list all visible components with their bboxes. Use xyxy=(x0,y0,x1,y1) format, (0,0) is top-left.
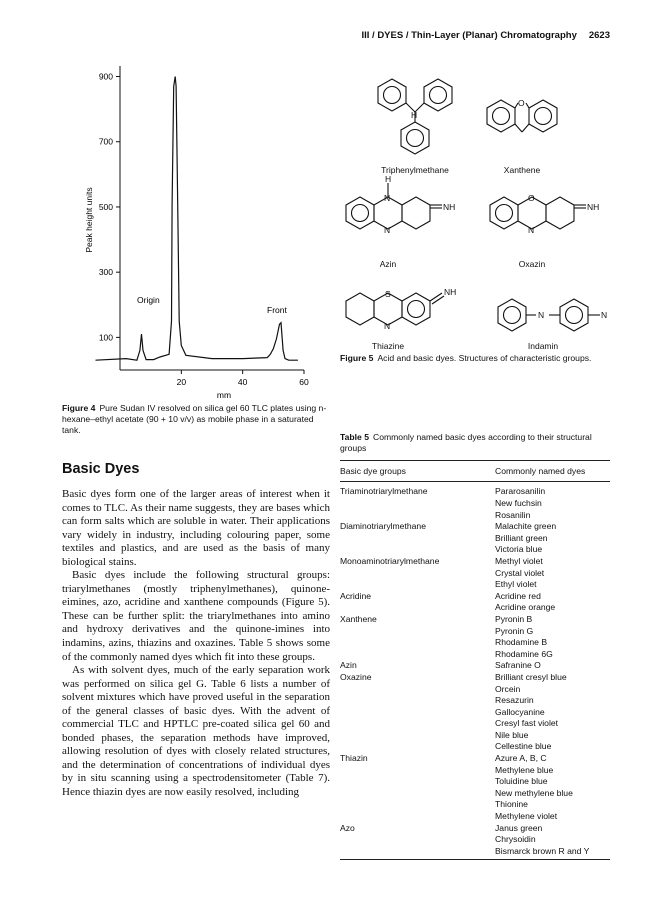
table-header-cell: Commonly named dyes xyxy=(495,466,586,477)
thiazine-atom-nh: NH xyxy=(444,287,457,297)
y-tick-label: 700 xyxy=(98,136,113,147)
dye-names-cell xyxy=(495,521,610,556)
dye-name: Pararosanilin xyxy=(495,486,546,497)
table-row xyxy=(340,672,610,753)
dye-name: Orcein xyxy=(495,683,521,694)
dye-name: Crystal violet xyxy=(495,567,545,578)
y-tick-label: 500 xyxy=(98,201,113,212)
oxazin-atom-n: N xyxy=(528,225,535,235)
table5 xyxy=(340,432,610,860)
front-annotation: Front xyxy=(267,305,287,315)
dye-name: Thionine xyxy=(495,799,528,810)
y-tick-label: 900 xyxy=(98,71,113,82)
dye-name: Methylene violet xyxy=(495,811,558,822)
dye-name: Brilliant green xyxy=(495,532,548,543)
table5-header xyxy=(340,464,610,478)
table-row xyxy=(340,660,610,672)
dye-name: Methyl violet xyxy=(495,555,543,566)
table5-label: Table 5 xyxy=(340,432,369,442)
dye-names-cell xyxy=(495,660,610,672)
dye-group-cell: Xanthene xyxy=(340,613,377,624)
table-row xyxy=(340,556,610,591)
azin-structure xyxy=(346,183,442,229)
running-header xyxy=(0,30,610,41)
dye-name: Acridine orange xyxy=(495,602,556,613)
dye-name: Toluidine blue xyxy=(495,776,548,787)
table5-body xyxy=(340,486,610,857)
dye-name: Pyronin B xyxy=(495,613,533,624)
label-triphenylmethane: Triphenylmethane xyxy=(381,165,449,175)
dye-names-cell xyxy=(495,614,610,660)
body-paragraph: As with solvent dyes, much of the early separation work was performed on silica gel G. Table 6 lists a number of solvent mixtures which have proved useful in the separation of the general classes of basic dyes. With the advent of commercial TLC and HPTLC pre-coated silica gel 60 and bonded phases, the separation methods have improved, allowing resolution of dyes with closely related structures, and the determination of concentrations of individual dyes by in situ scanning using a spectrodensitometer (Table 7). Hence thiazin dyes are now easily resolved, including xyxy=(62,664,330,799)
table5-caption xyxy=(340,432,610,454)
section-title: Basic Dyes xyxy=(62,461,140,477)
xanthene-atom-o: O xyxy=(518,98,525,108)
table-row xyxy=(340,486,610,521)
x-axis-label: mm xyxy=(216,390,232,400)
indamin-atom-n: N xyxy=(538,310,545,320)
table5-caption-text: Commonly named basic dyes according to their structural groups xyxy=(340,432,592,454)
figure4-label: Figure 4 xyxy=(62,403,96,413)
running-title: III / DYES / Thin-Layer (Planar) Chromatography xyxy=(361,30,577,41)
x-tick-label: 40 xyxy=(237,377,248,387)
label-thiazine: Thiazine xyxy=(371,341,405,351)
azin-atom-n-top: N xyxy=(384,193,391,203)
label-xanthene: Xanthene xyxy=(503,165,541,175)
azin-atom-nh: NH xyxy=(443,202,456,212)
x-tick-label: 60 xyxy=(299,377,309,387)
label-azin: Azin xyxy=(379,259,397,269)
dye-name: New fuchsin xyxy=(495,498,542,508)
dye-name: New methylene blue xyxy=(495,787,573,798)
y-tick-label: 100 xyxy=(98,332,113,343)
dye-group-cell: Diaminotriarylmethane xyxy=(340,521,426,532)
dye-name: Rosanilin xyxy=(495,509,531,520)
table-row xyxy=(340,823,610,858)
azin-atom-h: H xyxy=(385,174,392,184)
dye-name: Rhodamine 6G xyxy=(495,648,553,659)
dye-name: Gallocyanine xyxy=(495,706,545,717)
y-ticks xyxy=(99,72,120,343)
dye-name: Bismarck brown R and Y xyxy=(495,845,590,856)
dye-name: Safranine O xyxy=(495,660,541,671)
dye-group-cell: Azin xyxy=(340,660,357,671)
dye-names-cell xyxy=(495,486,610,521)
dye-name: Methylene blue xyxy=(495,764,554,775)
dye-group-cell: Acridine xyxy=(340,590,372,601)
table-rule-header xyxy=(340,481,610,482)
dye-name: Ethyl violet xyxy=(495,579,537,590)
dye-name: Cresyl fast violet xyxy=(495,718,559,729)
x-tick-label: 20 xyxy=(176,377,187,387)
dye-group-cell: Triaminotriarylmethane xyxy=(340,486,428,497)
table-rule-top xyxy=(340,460,610,461)
dye-names-cell xyxy=(495,591,610,614)
table-rule-bottom xyxy=(340,859,610,860)
thiazine-atom-n: N xyxy=(384,321,391,331)
figure5-structures xyxy=(330,55,620,355)
y-tick-label: 300 xyxy=(98,267,113,278)
dye-name: Azure A, B, C xyxy=(495,753,547,764)
chart-series-line xyxy=(96,77,298,361)
dye-name: Janus green xyxy=(495,822,543,833)
thiazine-atom-s: S xyxy=(385,289,391,299)
dye-name: Acridine red xyxy=(495,590,541,601)
figure4-caption-text: Pure Sudan IV resolved on silica gel 60 TLC plates using n-hexane–ethyl acetate (90 + 10 v/v) as mobile phase in a saturated tank. xyxy=(62,403,327,436)
origin-annotation: Origin xyxy=(137,295,160,305)
body-paragraph: Basic dyes include the following structural groups: triarylmethanes (mostly triphenylmethanes), quinone-eimines, azo, acridine and xanthene compounds (Figure 5). These can be further split: the triarylmethanes into amino and hydroxy derivatives and the quinone-imines into indamins, azins, thiazins and oxazines. Table 5 shows some of the commonly named dyes which fit into these groups. xyxy=(62,569,330,663)
y-axis-label: Peak height units xyxy=(84,187,94,253)
dye-group-cell: Monoaminotriarylmethane xyxy=(340,555,440,566)
dye-name: Chrysoidin xyxy=(495,834,536,845)
table-row xyxy=(340,753,610,823)
figure5-label: Figure 5 xyxy=(340,353,374,363)
body-text xyxy=(62,488,330,800)
oxazin-atom-o: O xyxy=(528,193,535,203)
chart-axes xyxy=(120,66,304,370)
dye-name: Pyronin G xyxy=(495,625,534,636)
table-row xyxy=(340,614,610,660)
dye-name: Victoria blue xyxy=(495,544,543,555)
dye-group-cell: Oxazine xyxy=(340,671,372,682)
thiazine-structure xyxy=(346,293,444,325)
dye-group-cell: Thiazin xyxy=(340,753,368,764)
label-oxazin: Oxazin xyxy=(518,259,546,269)
dye-name: Malachite green xyxy=(495,521,557,532)
azin-atom-n-bottom: N xyxy=(384,225,391,235)
triphenylmethane-atom-h: H xyxy=(411,110,418,120)
page-number: 2623 xyxy=(588,30,610,41)
x-ticks xyxy=(177,370,309,387)
figure5-caption xyxy=(340,353,610,364)
table-row xyxy=(340,521,610,556)
figure4-caption xyxy=(62,403,330,437)
indamin-atom-n-end: N xyxy=(601,310,608,320)
body-paragraph: Basic dyes form one of the larger areas of interest when it comes to TLC. As their name suggests, they are bases which can form salts which are soluble in water. Their applications vary widely in industry, including colouring paper, some textiles and plastics, and are used as the basis of many biological stains. xyxy=(62,488,330,568)
dye-name: Rhodamine B xyxy=(495,637,548,648)
dye-group-cell: Azo xyxy=(340,822,355,833)
dye-name: Cellestine blue xyxy=(495,741,552,752)
dye-names-cell xyxy=(495,556,610,591)
dye-name: Brilliant cresyl blue xyxy=(495,671,567,682)
oxazin-structure xyxy=(490,197,586,229)
dye-name: Resazurin xyxy=(495,695,534,706)
table-header-cell: Basic dye groups xyxy=(340,466,406,477)
dye-name: Nile blue xyxy=(495,729,529,740)
indamin-structure xyxy=(498,299,600,331)
table-row xyxy=(340,591,610,614)
dye-names-cell xyxy=(495,672,610,753)
figure5-caption-text: Acid and basic dyes. Structures of characteristic groups. xyxy=(377,353,592,363)
figure4-chart xyxy=(80,60,340,405)
label-indamin: Indamin xyxy=(527,341,559,351)
oxazin-atom-nh: NH xyxy=(587,202,600,212)
dye-names-cell xyxy=(495,753,610,823)
dye-names-cell xyxy=(495,823,610,858)
